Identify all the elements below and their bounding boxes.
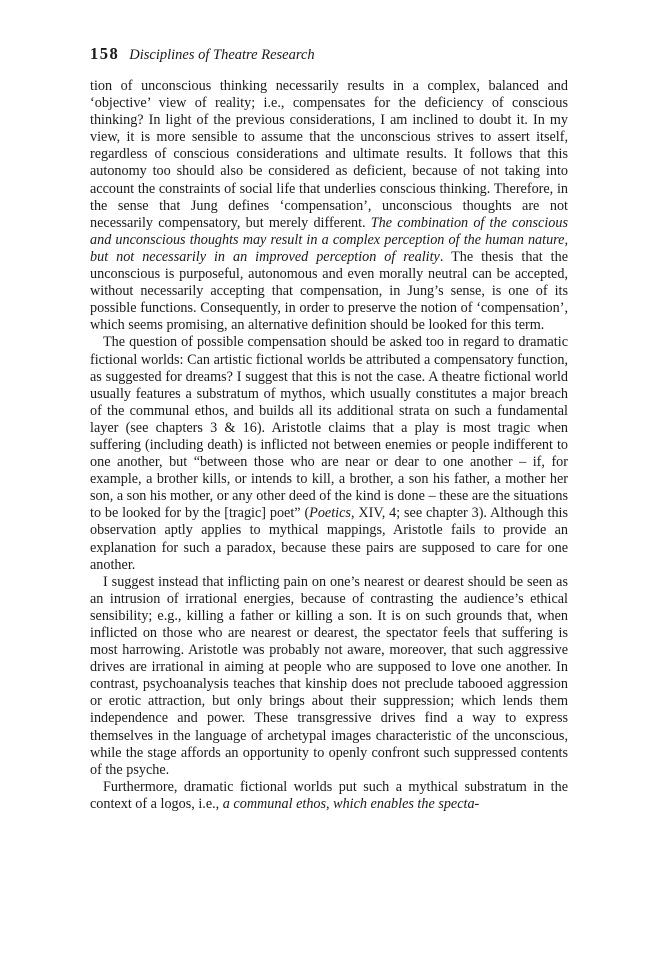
paragraph [90,779,568,813]
book-page [90,44,568,813]
text-segment: . The thesis that the unconscious is purposeful, autonomous and even morally neutral can be accepted, without necessarily accepting that compensation, in Jung’s sense, is one of its possible functions. Consequently, in order to preserve the notion of ‘compensation’, which seems promising, an alternative definition should be looked for this term. [90,248,568,334]
text-segment: Furthermore, dramatic fictional worlds put such a mythical substratum in the context of a logos, i.e., [90,778,568,812]
italic-text: a communal ethos, which enables the specta- [222,795,480,812]
text-segment: , XIV, 4; see chapter 3). Although this observation aptly applies to mythical mappings, Aristotle fails to provide an explanation for such a paradox, because these pairs are supposed to care for one another. [90,505,568,573]
paragraph [90,334,568,573]
text-segment: The question of possible compensation should be asked too in regard to dramatic fictional worlds: Can artistic fictional worlds be attributed a compensatory function, as suggested for dreams? I suggest that this is not the case. A theatre fictional world usually features a substratum of mythos, which usually constitutes a major breach of the communal ethos, and builds all its additional strata on such a fundamental layer (see chapters 3 & 16). Aristotle claims that a play is most tragic when suffering (including death) is inflicted not between enemies or people indifferent to one another, but “between those who are near or dear to one another – if, for example, a brother kills, or intends to kill, a brother, a son his father, a mother her son, a son his mother, or any other deed of the kind is done – these are the situations to be looked for by the [tragic] poet” ( [90,334,568,522]
page-number: 158 [90,44,120,63]
paragraph [90,574,568,779]
text-segment: tion of unconscious thinking necessarily results in a complex, balanced and ‘objective’ view of reality; i.e., compensates for the deficiency of conscious thinking? In light of the previous considerations, I am inclined to doubt it. In my view, it is more sensible to assume that the unconscious strives to assert itself, regardless of conscious considerations and ultimate results. It follows that this autonomy too should also be considered as deficient, because of not taking into account the constraints of social life that underlies conscious thinking. Therefore, in the sense that Jung defines ‘compensation’, unconscious thoughts are not necessarily compensatory, but merely different. [90,78,568,231]
body-text [90,78,568,813]
paragraph [90,78,568,334]
italic-text: The combination of the conscious and unconscious thoughts may result in a complex perception of the human nature, but not necessarily in an improved perception of reality [90,214,568,265]
running-header [90,44,568,64]
text-segment: I suggest instead that inflicting pain on one’s nearest or dearest should be seen as an intrusion of irrational energies, because of contrasting the audience’s ethical sensibility; e.g., killing a father or killing a son. It is on such grounds that, when inflicted on those who are nearest or dearest, the spectator feels that suffering is most harrowing. Aristotle was probably not aware, moreover, that such aggressive drives are irrational in aiming at people who are supposed to love one another. In contrast, psychoanalysis teaches that kinship does not preclude tabooed aggression or erotic attraction, but only brings about their suppression; which lends them independence and power. These transgressive drives find a way to express themselves in the language of archetypal images characteristic of the unconscious, while the stage affords an opportunity to openly confront such suppressed contents of the psyche. [90,573,568,778]
italic-text: Poetics [309,505,351,522]
running-title: Disciplines of Theatre Research [129,47,315,63]
